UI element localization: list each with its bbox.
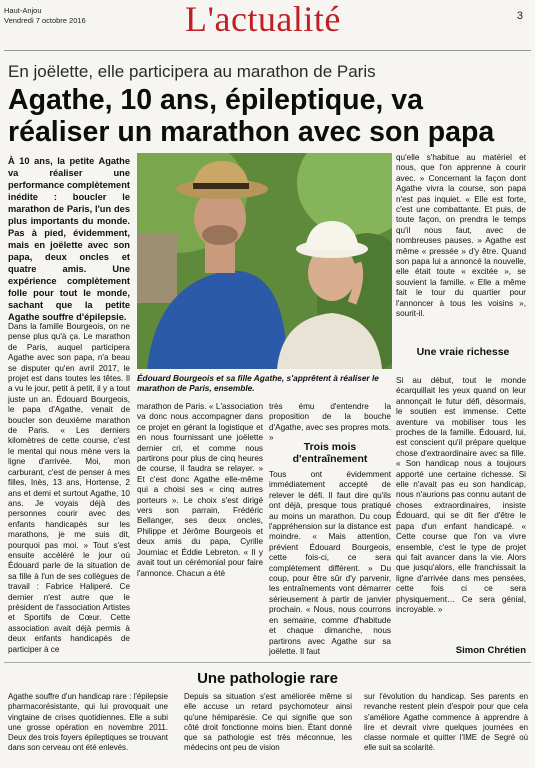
masthead-info xyxy=(4,6,86,26)
article-lead: À 10 ans, la petite Agathe va réaliser une performance complètement inédite : boucler le marathon de Paris, l'un des plus importants du monde. Pas à pied, évidemment, mais en joëlette avec son papa, deux oncles et quatre amis. Une expérience complètement folle pour tout le monde, sachant que la petite Agathe souffre d'épilepsie. xyxy=(8,156,130,322)
article-kicker: En joëlette, elle participera au marathon de Paris xyxy=(8,62,376,81)
box-column-2: Depuis sa situation s'est améliorée même si elle accuse un retard psychomoteur ainsi qu'une hémiparésie. Ce qui signifie que son côté droit fonctionne moins bien. Étant donné que sa pathologie est très méconnue, les médecins ont peu de vision xyxy=(184,692,352,753)
author-byline: Simon Chrétien xyxy=(455,645,526,656)
photo-caption: Édouard Bourgeois et sa fille Agathe, s'apprêtent à réaliser le marathon de Paris, ensemble. xyxy=(137,373,379,393)
father-and-daughter-photo xyxy=(137,153,392,369)
issue-date: Vendredi 7 octobre 2016 xyxy=(4,16,86,25)
article-column-2: marathon de Paris. « L'association va donc nous accompagner dans ce projet en gérant la logistique et en nous fournissant une joëlette dernier cri, et comme nous partirons pour plus de cinq heures de course, il faudra se relayer. » Et c'est donc Agathe elle-même qui a choisi ses « cinq autres porteurs ». Le choix s'est dirigé vers son parrain, Frédéric Bellanger, ses deux oncles, Philippe et Jérôme Bourgeois et deux amis du papa, Cyrille Journiac et Éddie Lebreton. « Il y avait tout un cérémonial pour faire l'annonce. Chacun a été xyxy=(137,402,263,578)
section-title: L'actualité xyxy=(185,0,341,39)
article-headline: Agathe, 10 ans, épileptique, va réaliser un marathon avec son papa xyxy=(8,84,495,148)
page-number: 3 xyxy=(516,10,523,22)
article-column-1: Dans la famille Bourgeois, on ne pense plus qu'à ça. Le marathon de Paris, auquel participera Agathe avec son papa, n'a beau se disputer qu'en avril 2017, le projet est dans toutes les têtes. Il a vu le jour, petit à petit, il y a tout juste un an. Édouard Bourgeois, le papa d'Agathe, venait de boucler son deuxième marathon de Paris. « Les derniers kilomètres de cette course, c'est le mental qui nous mène vers la ligne d'arrivée. Moi, mon carburant, c'est de penser à mes filles, Inès, 13 ans, Hortense, 2 ans et demi et surtout Agathe, 10 ans. Je voyais déjà des personnes courir avec des enfants handicapés sur les marathons, je me suis dit, pourquoi pas moi. » Tout s'est ensuite accéléré le jour où Édouard parle de la situation de sa fille à l'un de ses collègues de travail : Fabrice Haliperé. Ce dernier n'est autre que le président de l'association Artistes et Sportifs de Cœur. Cette association avait déjà permis à deux enfants handicapés de participer à ce xyxy=(8,322,130,654)
subheading-richness: Une vraie richesse xyxy=(416,346,510,358)
header-divider xyxy=(4,50,531,51)
box-title: Une pathologie rare xyxy=(197,670,338,687)
box-column-1: Agathe souffre d'un handicap rare : l'épilepsie pharmacorésistante, qui lui provoquait une vingtaine de crises quotidiennes. Elle a subi une grosse opération en novembre 2011. Deux des trois foyers épileptiques se trouvant dans son cerveau ont été enlevés. xyxy=(8,692,168,753)
article-column-3-top: très ému d'entendre la proposition de la bouche d'Agathe, avec ses propres mots. » xyxy=(269,402,391,443)
article-column-4: Si au début, tout le monde écarquillait les yeux quand on leur annonçait le futur défi, désormais, le soutien est immense. Cette aventure va mobiliser tous les proches de la famille. Édouard, lui, est conscient qu'il prépare quelque chose d'extraordinaire avec sa fille. « Son handicap nous a toujours apporté une certaine richesse. Si elle n'avait pas eu son handicap, nous n'aurions pas connu autant de choses extraordinaires, insiste Édouard, qui se dit fier d'être le papa d'un enfant handicapé. « Cette course que l'on va vivre ensemble, c'est le type de projet qui fait avancer dans la vie. Alors que jusqu'alors, elle franchissait la ligne d'arrivée dans mes pensées, cette fois ci ce sera physiquement… Ce sera génial, incroyable. » xyxy=(396,376,526,614)
region-label: Haut-Anjou xyxy=(4,6,42,15)
box-column-3: sur l'évolution du handicap. Ses parents en revanche restent plein d'espoir pour que cela s'améliore Agathe commence à apprendre à lire et devrait vivre quelques journées en classe normale et quitter l'IME de Segré où elle suit sa scolarité. xyxy=(364,692,528,753)
article-column-3: Tous ont évidemment immédiatement accepté de relever le défi. Il faut dire qu'ils ont déjà, presque tous pratiqué au moins un marathon. Du coup l'appréhension sur la distance est moindre. « Mais attention, prévient Édouard Bourgeois, cette fois-ci, ce sera complètement différent. » Du coup, pour être sûr d'y parvenir, les entraînements vont démarrer sérieusement à partir de janvier prochain. « Nous, nous courrons en semaine, comme d'habitude et chaque dimanche, nous partirons avec Agathe sur sa joëlette. Il faut xyxy=(269,470,391,656)
photo-illustration xyxy=(137,153,392,369)
article-column-4-top: qu'elle s'habitue au matériel et nous, que l'on apprenne à courir avec. » Concernant la façon dont Agathe vivra la course, son papa n'est pas inquiet. « Elle est forte, c'est une combattante. Et puis, de toute façon, on prendra le temps qu'il nous faut, avec de nombreuses pauses. » Agathe est même « pressée » d'y être. Quand son papa lui a annoncé la nouvelle, elle était toute « excitée », se souvient la famille. « Elle a même fait le tour du quartier pour l'annoncer à tous les voisins », sourit-il. xyxy=(396,153,526,319)
box-divider xyxy=(4,662,531,663)
subheading-training: Trois mois d'entraînement xyxy=(292,441,368,465)
